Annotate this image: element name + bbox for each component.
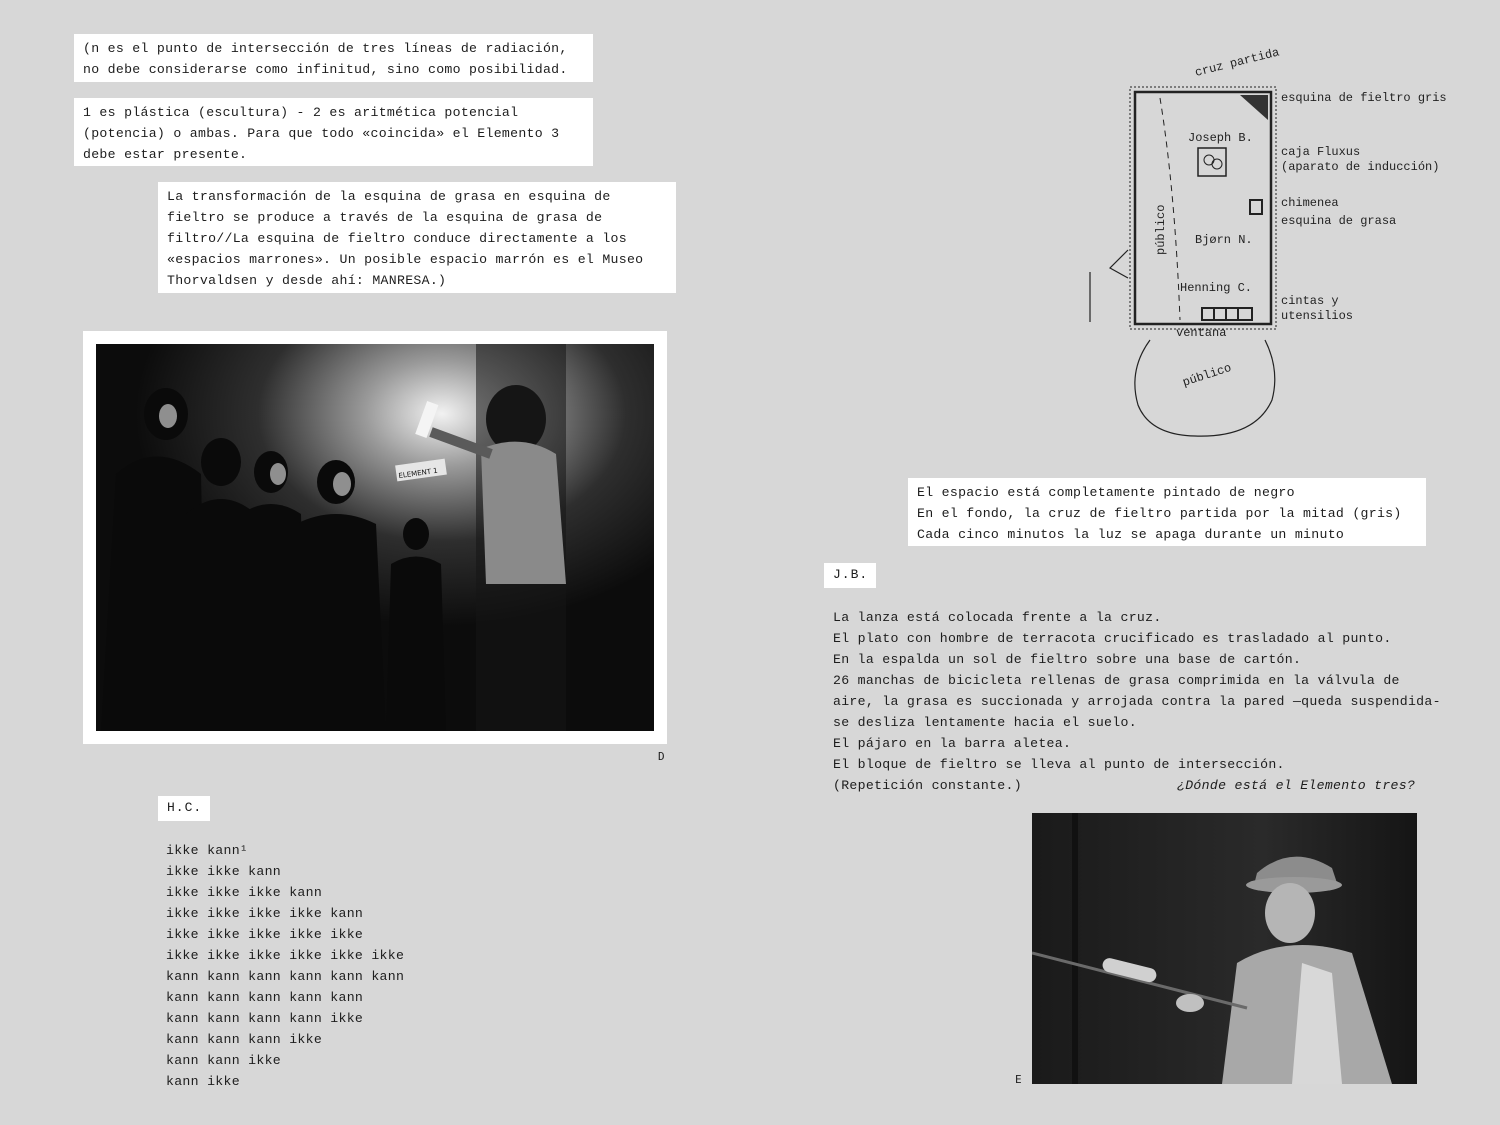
jb-line: 26 manchas de bicicleta rellenas de grasa comprimida en la válvula de (833, 673, 1400, 688)
text-line: 1 es plástica (escultura) - 2 es aritmética potencial (83, 105, 519, 120)
jb-line: La lanza está colocada frente a la cruz. (833, 610, 1162, 625)
jb-line: se desliza lentamente hacia el suelo. (833, 715, 1137, 730)
cintas-label: cintas y (1281, 294, 1339, 308)
photo-d-caption: D (658, 750, 665, 763)
jb-last-right: ¿Dónde está el Elemento tres? (1177, 778, 1416, 793)
poem-line: kann ikke (166, 1074, 240, 1089)
esquina-grasa-label: esquina de grasa (1281, 214, 1397, 228)
poem-line: ikke ikke ikke ikke ikke (166, 927, 364, 942)
photo-d-performance-crowd (96, 344, 654, 731)
jb-line: El bloque de fieltro se lleva al punto de intersección. (833, 757, 1285, 772)
text-line: (n es el punto de intersección de tres líneas de radiación, (83, 41, 568, 56)
jb-line: aire, la grasa es succionada y arrojada contra la pared —queda suspendida- (833, 694, 1441, 709)
text-line: Thorvaldsen y desde ahí: MANRESA.) (167, 273, 447, 288)
room-plan-diagram (1080, 40, 1480, 450)
poem-line: ikke ikke ikke ikke ikke ikke (166, 948, 405, 963)
chimenea-label: chimenea (1281, 196, 1339, 210)
joseph-label: Joseph B. (1188, 131, 1253, 145)
photo-e-caption: E (1015, 1073, 1022, 1086)
ventana-label: ventana (1176, 326, 1227, 340)
bjorn-label: Bjørn N. (1195, 233, 1253, 247)
text-line: filtro//La esquina de fieltro conduce directamente a los (167, 231, 627, 246)
text-line: Cada cinco minutos la luz se apaga durante un minuto (917, 527, 1345, 542)
henning-label: Henning C. (1180, 281, 1253, 295)
publico-side-label: público (1154, 204, 1168, 255)
text-line: «espacios marrones». Un posible espacio marrón es el Museo (167, 252, 644, 267)
cruz-partida-label: cruz partida (1193, 45, 1281, 80)
text-line: debe estar presente. (83, 147, 248, 162)
jb-line: El plato con hombre de terracota crucificado es trasladado al punto. (833, 631, 1392, 646)
text-line: El espacio está completamente pintado de negro (917, 485, 1295, 500)
poem-line: kann kann kann kann kann (166, 990, 364, 1005)
poem-line: kann kann ikke (166, 1053, 281, 1068)
intro-note-box (74, 34, 593, 82)
jb-text-block (833, 607, 1441, 797)
poem-line: kann kann kann kann kann kann (166, 969, 405, 984)
jb-label: J.B. (824, 563, 876, 588)
text-line: La transformación de la esquina de grasa en esquina de (167, 189, 611, 204)
utensilios-label: utensilios (1281, 309, 1354, 323)
space-note-box (908, 478, 1426, 546)
poem-line: kann kann kann kann ikke (166, 1011, 364, 1026)
jb-line: En la espalda un sol de fieltro sobre una base de cartón. (833, 652, 1302, 667)
photo-e-man-with-spear (1032, 813, 1417, 1084)
text-line: (potencia) o ambas. Para que todo «coincida» el Elemento 3 (83, 126, 560, 141)
hc-label: H.C. (158, 796, 210, 821)
element-sign-text: ELEMENT 1 (398, 466, 439, 481)
elements-note-box (74, 98, 593, 166)
poem-line: ikke ikke ikke ikke kann (166, 906, 364, 921)
poem-line: kann kann kann ikke (166, 1032, 323, 1047)
poem-line: ikke kann¹ (166, 843, 249, 858)
poem-line: ikke ikke ikke kann (166, 885, 323, 900)
text-line: fieltro se produce a través de la esquina de grasa de (167, 210, 603, 225)
transformation-note-box (158, 182, 676, 293)
caja-fluxus-sub-label: (aparato de inducción) (1281, 160, 1440, 174)
jb-line: El pájaro en la barra aletea. (833, 736, 1072, 751)
caja-fluxus-label: caja Fluxus (1281, 145, 1361, 159)
esquina-fieltro-label: esquina de fieltro gris (1281, 91, 1447, 105)
publico-bottom-label: público (1180, 360, 1234, 390)
poem-line: ikke ikke kann (166, 864, 281, 879)
text-line: no debe considerarse como infinitud, sino como posibilidad. (83, 62, 568, 77)
jb-last-left: (Repetición constante.) (833, 778, 1022, 793)
text-line: En el fondo, la cruz de fieltro partida por la mitad (gris) (917, 506, 1402, 521)
